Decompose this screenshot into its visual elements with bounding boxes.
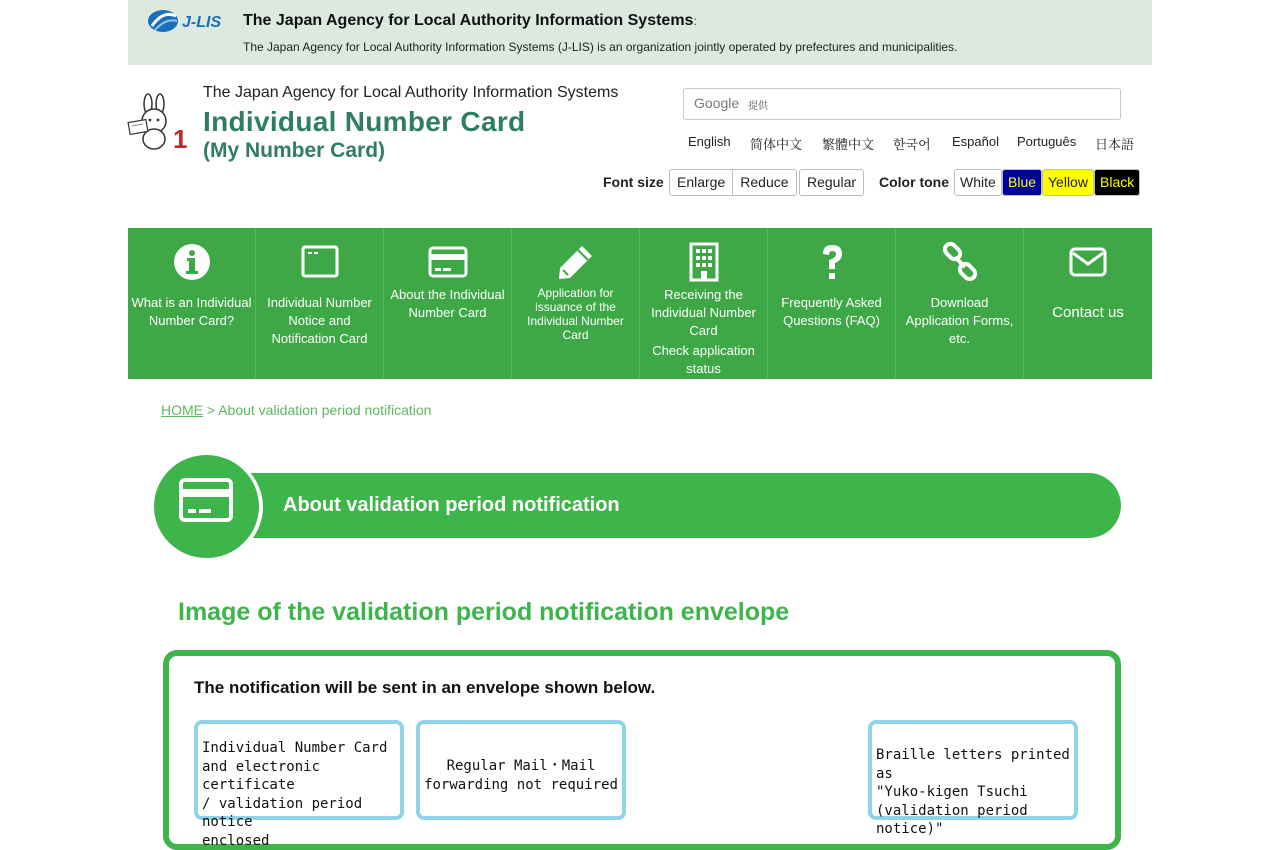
question-icon (812, 242, 852, 282)
site-title[interactable]: Individual Number Card (203, 106, 525, 138)
nav-label: Download Application Forms, etc. (898, 294, 1021, 348)
nav-item-what-is[interactable] (128, 228, 256, 379)
note-line: forwarding not required (420, 776, 622, 795)
lang-simplified-chinese[interactable]: 简体中文 (750, 134, 802, 153)
note-line: (validation period notice)" (876, 802, 1074, 839)
nav-item-contact[interactable] (1024, 228, 1152, 379)
nav-label: Receiving the Individual Number Card (642, 286, 765, 340)
breadcrumb (161, 402, 431, 418)
nav-item-receiving[interactable] (640, 228, 768, 379)
site-title-secondary[interactable]: (My Number Card) (203, 139, 385, 163)
nav-label-secondary: Check application status (642, 342, 765, 378)
envelope-note-regular-mail (416, 720, 626, 820)
mascot-logo[interactable] (128, 93, 186, 151)
color-tone-label: Color tone (879, 174, 949, 190)
nav-label: Application for issuance of the Individual Number Card (514, 286, 637, 342)
section-heading: Image of the validation period notification envelope (178, 598, 789, 627)
search-input[interactable] (683, 88, 1121, 120)
tone-white-button[interactable]: White (954, 169, 1002, 196)
jlis-logo[interactable] (146, 6, 232, 36)
nav-label: Contact us (1026, 304, 1150, 322)
google-provided-label: 提供 (748, 97, 768, 112)
tone-yellow-button[interactable]: Yellow (1042, 169, 1094, 196)
nav-item-notification-card[interactable] (256, 228, 384, 379)
lang-english[interactable]: English (688, 134, 731, 149)
tone-black-button[interactable]: Black (1094, 169, 1140, 196)
note-line: Braille letters printed as (876, 746, 1074, 783)
note-line: and electronic certificate (202, 758, 400, 795)
note-line: "Yuko-kigen Tsuchi (876, 783, 1074, 802)
pencil-icon (556, 242, 596, 282)
font-size-group (669, 169, 797, 196)
note-line: / validation period notice (202, 795, 400, 832)
enlarge-button[interactable]: Enlarge (670, 170, 733, 195)
nav-item-faq[interactable] (768, 228, 896, 379)
card-icon (428, 242, 468, 282)
lang-portuguese[interactable]: Português (1017, 134, 1076, 149)
nav-label: About the Individual Number Card (386, 286, 509, 322)
note-line: Regular Mail・Mail (420, 757, 622, 776)
card-icon (178, 477, 234, 523)
lang-traditional-chinese[interactable]: 繁體中文 (822, 134, 874, 153)
content-lead: The notification will be sent in an envelope shown below. (194, 678, 655, 698)
nav-item-about-card[interactable] (384, 228, 512, 379)
window-icon (300, 242, 340, 282)
envelope-note-enclosed (194, 720, 404, 820)
envelope-note-braille (868, 720, 1078, 820)
lang-spanish[interactable]: Español (952, 134, 999, 149)
note-line: enclosed (202, 832, 400, 850)
svg-text:J-LIS: J-LIS (182, 14, 221, 31)
title-circle (154, 455, 259, 558)
jlis-banner (128, 0, 1152, 65)
breadcrumb-separator: > (207, 402, 215, 418)
link-icon (940, 242, 980, 282)
note-line: Individual Number Card (202, 739, 400, 758)
nav-item-download[interactable] (896, 228, 1024, 379)
building-icon (684, 242, 724, 282)
jlis-description: The Japan Agency for Local Authority Information Systems (J-LIS) is an organization jointly operated by prefectures and municipalities. (243, 40, 957, 54)
google-logo: Google (694, 95, 739, 111)
jlis-title: The Japan Agency for Local Authority Information Systems: (243, 12, 697, 30)
breadcrumb-home-link[interactable]: HOME (161, 402, 203, 418)
page-title: About validation period notification (283, 494, 620, 517)
breadcrumb-current: About validation period notification (218, 402, 431, 418)
main-nav (128, 228, 1152, 379)
regular-size-group (799, 169, 864, 196)
nav-item-application[interactable] (512, 228, 640, 379)
info-icon (172, 242, 212, 282)
site-subtitle: The Japan Agency for Local Authority Information Systems (203, 84, 618, 102)
font-size-label: Font size (603, 174, 664, 190)
reduce-button[interactable]: Reduce (733, 170, 795, 195)
regular-size-button[interactable]: Regular (800, 170, 863, 195)
tone-blue-button[interactable]: Blue (1002, 169, 1042, 196)
lang-korean[interactable]: 한국어 (893, 134, 931, 153)
nav-label: Frequently Asked Questions (FAQ) (770, 294, 893, 330)
nav-label: Individual Number Notice and Notification Card (258, 294, 381, 348)
lang-japanese[interactable]: 日本語 (1095, 134, 1134, 153)
envelope-icon (1068, 242, 1108, 282)
svg-text:1: 1 (173, 124, 187, 154)
nav-label: What is an Individual Number Card? (130, 294, 253, 330)
